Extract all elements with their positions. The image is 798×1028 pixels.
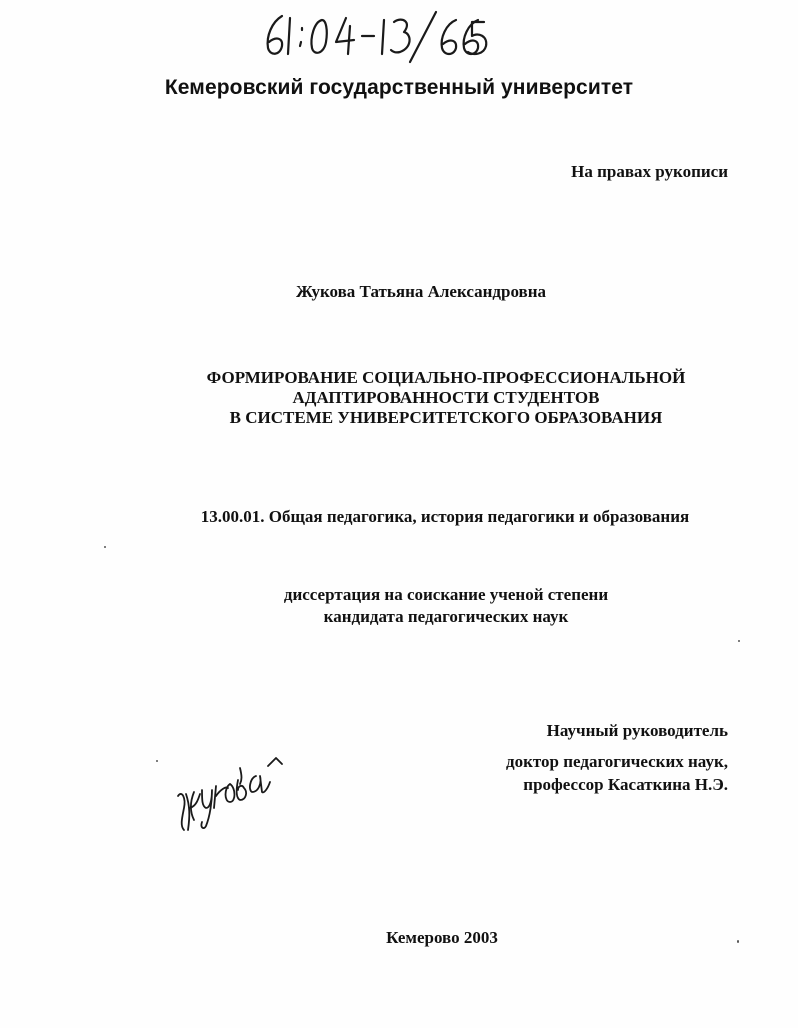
supervisor-degree: доктор педагогических наук, — [506, 752, 728, 771]
stamp-text: 61:04-13/665 — [250, 8, 256, 9]
city-and-year: Кемерово 2003 — [386, 928, 498, 947]
author-signature — [172, 750, 292, 840]
title-line: В СИСТЕМЕ УНИВЕРСИТЕТСКОГО ОБРАЗОВАНИЯ — [229, 408, 663, 427]
scan-speck — [156, 760, 158, 762]
manuscript-rights-label: На правах рукописи — [571, 162, 728, 181]
author-name: Жукова Татьяна Александровна — [295, 282, 547, 301]
scan-speck — [104, 546, 106, 548]
handwritten-archive-number — [250, 8, 490, 66]
degree-line: кандидата педагогических наук — [323, 607, 569, 626]
supervisor-details — [506, 750, 728, 796]
supervisor-name: профессор Касаткина Н.Э. — [523, 775, 728, 794]
scan-speck — [738, 640, 740, 642]
title-line: АДАПТИРОВАННОСТИ СТУДЕНТОВ — [292, 388, 600, 407]
title-line: ФОРМИРОВАНИЕ СОЦИАЛЬНО-ПРОФЕССИОНАЛЬНОЙ — [206, 368, 686, 387]
scan-speck — [737, 940, 739, 943]
degree-line: диссертация на соискание ученой степени — [283, 585, 609, 604]
signature-text: Жукова — [172, 750, 176, 751]
degree-statement — [0, 584, 798, 628]
dissertation-title — [0, 368, 798, 428]
university-name: Кемеровский государственный университет — [164, 76, 634, 99]
supervisor-heading: Научный руководитель — [546, 721, 728, 740]
specialty-code: 13.00.01. Общая педагогика, история педагогики и образования — [200, 507, 690, 526]
